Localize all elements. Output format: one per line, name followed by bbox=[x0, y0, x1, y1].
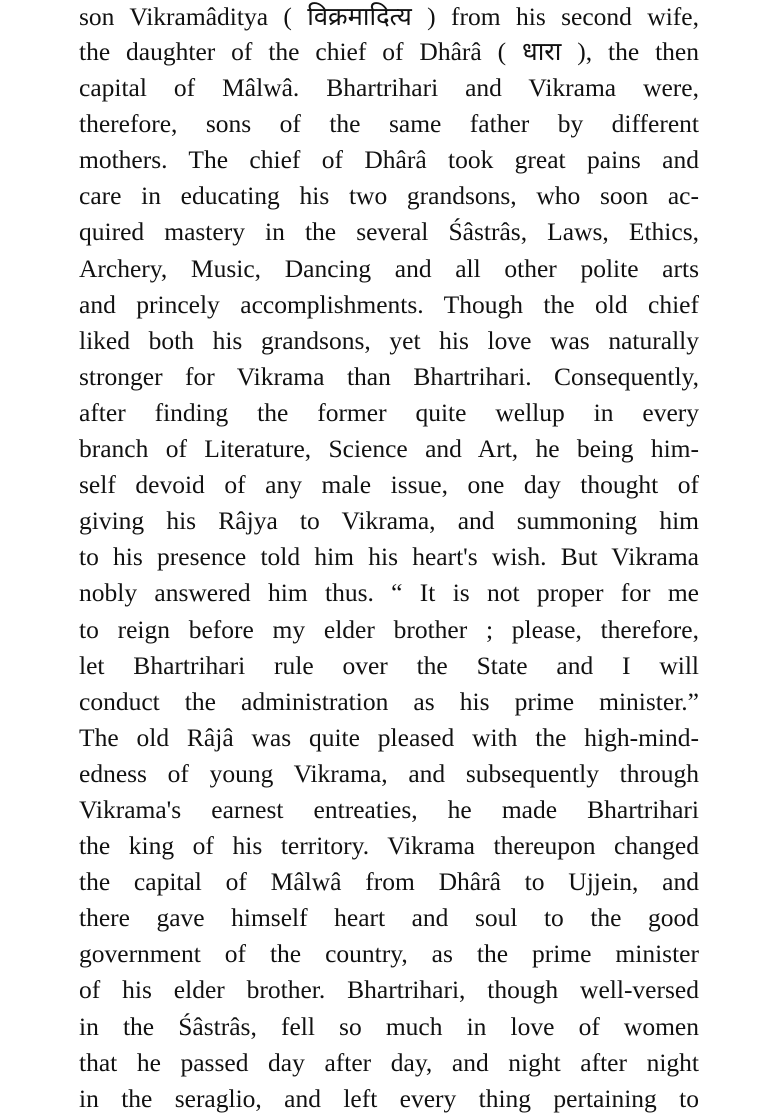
text-line: branch of Literature, Science and Art, he being him- bbox=[79, 434, 699, 464]
text-line: in the seraglio, and left every thing pertaining to bbox=[79, 1083, 699, 1113]
text-line: liked both his grandsons, yet his love was naturally bbox=[79, 325, 699, 355]
text-line: to reign before my elder brother ; please, therefore, bbox=[79, 614, 699, 644]
text-line: self devoid of any male issue, one day thought of bbox=[79, 470, 699, 500]
text-line: to his presence told him his heart's wish. But Vikrama bbox=[79, 542, 699, 572]
text-line: Archery, Music, Dancing and all other polite arts bbox=[79, 253, 699, 283]
text-line: son Vikramâditya ( विक्रमादित्य ) from his second wife, bbox=[79, 2, 699, 31]
text-line: care in educating his two grandsons, who soon ac- bbox=[79, 181, 699, 211]
text-line: that he passed day after day, and night after night bbox=[79, 1047, 699, 1077]
text-line: and princely accomplishments. Though the old chief bbox=[79, 289, 699, 319]
text-line: giving his Râjya to Vikrama, and summoning him bbox=[79, 506, 699, 536]
text-line: conduct the administration as his prime minister.” bbox=[79, 686, 699, 716]
text-line: The old Râjâ was quite pleased with the high-mind- bbox=[79, 722, 699, 752]
text-line: capital of Mâlwâ. Bhartrihari and Vikrama were, bbox=[79, 73, 699, 103]
text-line: therefore, sons of the same father by different bbox=[79, 109, 699, 139]
text-line: stronger for Vikrama than Bhartrihari. Consequently, bbox=[79, 361, 699, 391]
text-line: edness of young Vikrama, and subsequently through bbox=[79, 758, 699, 788]
text-line: quired mastery in the several Śâstrâs, Laws, Ethics, bbox=[79, 217, 699, 247]
text-line: there gave himself heart and soul to the good bbox=[79, 903, 699, 933]
text-line: the daughter of the chief of Dhârâ ( धारा ), the then bbox=[79, 37, 699, 66]
text-line: of his elder brother. Bhartrihari, though well-versed bbox=[79, 975, 699, 1005]
text-line: nobly answered him thus. “ It is not proper for me bbox=[79, 578, 699, 608]
body-text bbox=[79, 0, 699, 1117]
text-line: the king of his territory. Vikrama thereupon changed bbox=[79, 831, 699, 861]
text-line: mothers. The chief of Dhârâ took great pains and bbox=[79, 145, 699, 175]
text-line: let Bhartrihari rule over the State and I will bbox=[79, 650, 699, 680]
text-line: in the Śâstrâs, fell so much in love of women bbox=[79, 1011, 699, 1041]
text-line: the capital of Mâlwâ from Dhârâ to Ujjein, and bbox=[79, 867, 699, 897]
text-line: after finding the former quite wellup in every bbox=[79, 397, 699, 427]
text-line: government of the country, as the prime minister bbox=[79, 939, 699, 969]
text-line: Vikrama's earnest entreaties, he made Bhartrihari bbox=[79, 794, 699, 824]
